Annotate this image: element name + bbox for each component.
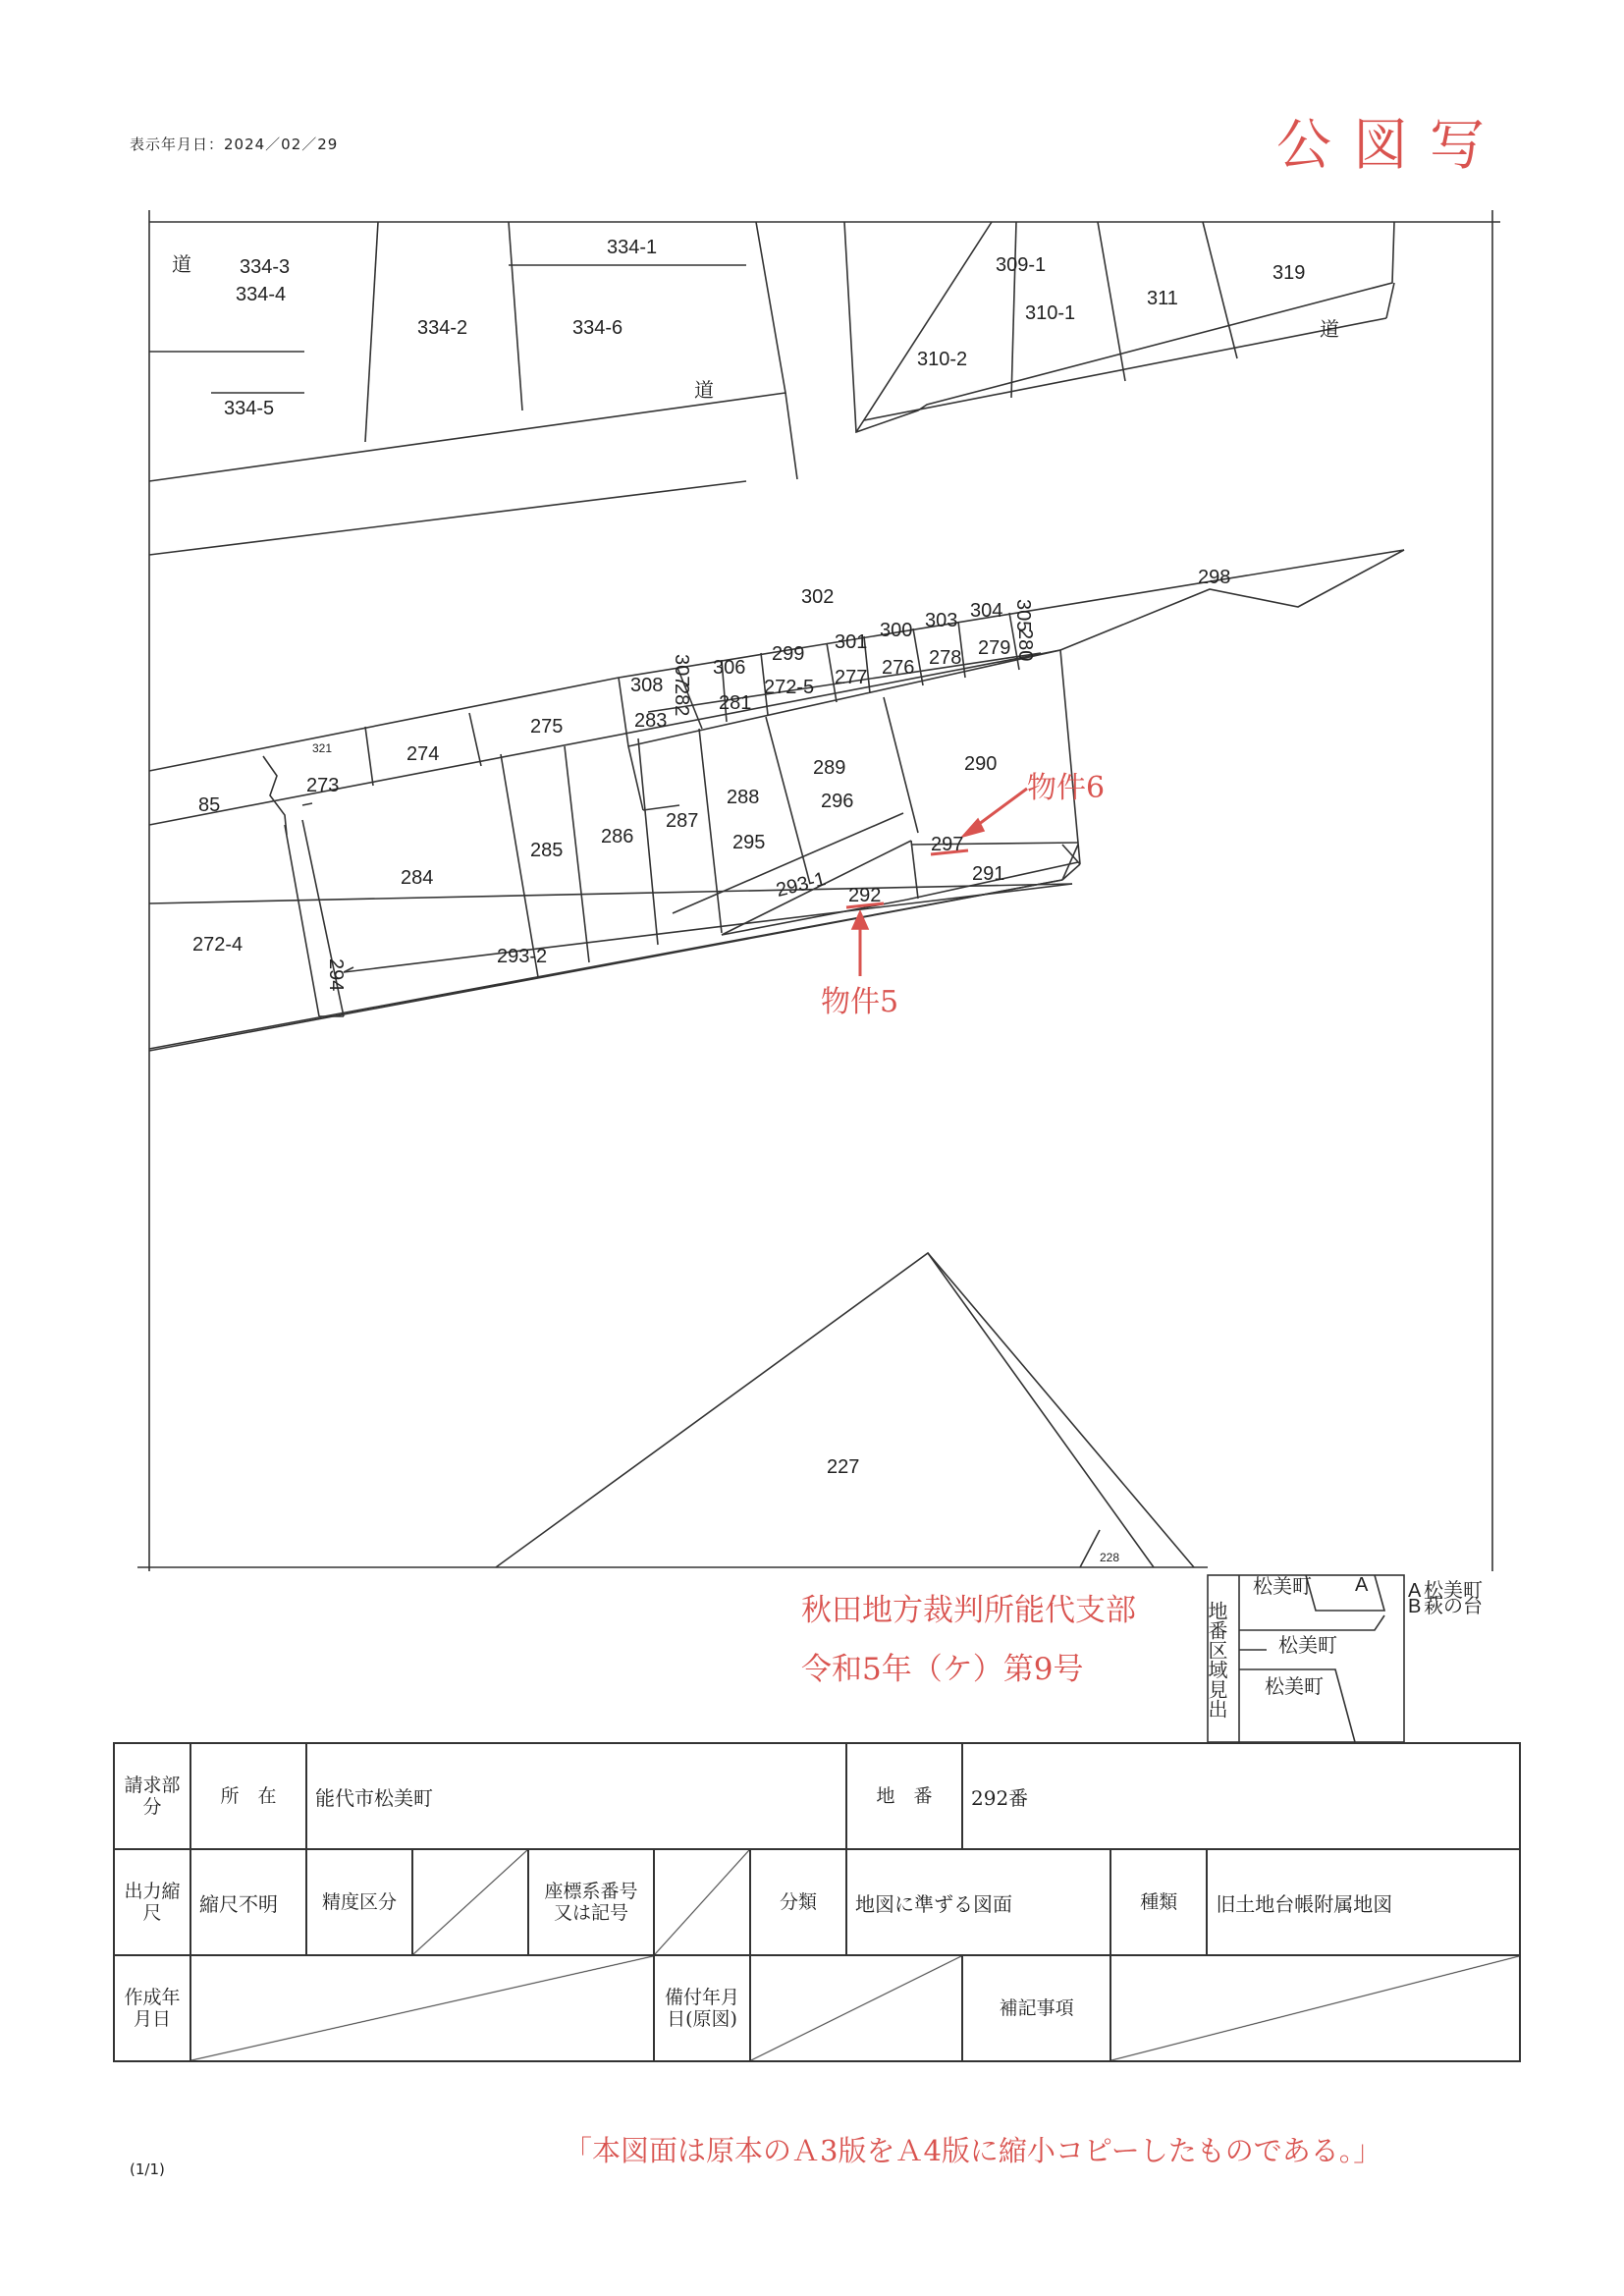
index-legend-letter-b: B (1408, 1596, 1422, 1617)
coord-value (654, 1849, 750, 1955)
parcel-291: 291 (972, 863, 1005, 885)
info-table (113, 1742, 1521, 2062)
road-label-2: 道 (694, 380, 714, 402)
parcel-285: 285 (530, 840, 564, 861)
lot-value: 292番 (962, 1743, 1520, 1849)
footer-note: 「本図面は原本のＡ3版をＡ4版に縮小コピーしたものである。」 (564, 2134, 1382, 2167)
scale-value: 縮尺不明 (190, 1849, 306, 1955)
parcel-302: 302 (801, 586, 835, 608)
court-line1: 秋田地方裁判所能代支部 (801, 1593, 1136, 1628)
parcel-334-3: 334-3 (240, 256, 291, 278)
parcel-288: 288 (727, 787, 760, 808)
parcel-273: 273 (306, 775, 340, 796)
prepared-label: 備付年月日(原図) (654, 1955, 750, 2061)
class-value: 地図に準ずる図面 (846, 1849, 1110, 1955)
parcel-286: 286 (601, 826, 634, 847)
parcel-272-4: 272-4 (192, 934, 244, 956)
parcel-299: 299 (772, 643, 805, 665)
parcel-334-1: 334-1 (607, 237, 658, 258)
index-legend-b: 萩の台 (1424, 1596, 1483, 1617)
parcel-308: 308 (630, 675, 664, 696)
parcel-293-2: 293-2 (497, 946, 548, 967)
parcel-275: 275 (530, 716, 564, 738)
parcel-310-2: 310-2 (917, 349, 968, 370)
parcel-279: 279 (978, 637, 1011, 659)
parcel-292: 292 (848, 885, 882, 906)
created-value (190, 1955, 654, 2061)
parcel-274: 274 (406, 743, 440, 765)
parcel-284: 284 (401, 867, 434, 889)
index-legend-letter-a: A (1408, 1580, 1422, 1602)
index-matsumi-c: 松美町 (1265, 1676, 1324, 1698)
prepared-value (750, 1955, 962, 2061)
index-matsumi-b: 松美町 (1278, 1635, 1337, 1657)
parcel-305: 305 (1012, 599, 1034, 632)
index-letter-a: A (1355, 1574, 1369, 1596)
parcel-334-6: 334-6 (572, 317, 623, 339)
location-label: 所 在 (190, 1743, 306, 1849)
parcel-306: 306 (713, 657, 746, 679)
parcel-301: 301 (835, 631, 868, 653)
parcel-293-1: 293-1 (774, 868, 829, 902)
kind-label: 種類 (1110, 1849, 1207, 1955)
parcel-304: 304 (970, 600, 1003, 622)
parcel-276: 276 (882, 657, 915, 679)
accuracy-label: 精度区分 (306, 1849, 412, 1955)
parcel-334-5: 334-5 (224, 398, 275, 419)
parcel-289: 289 (813, 757, 846, 779)
parcel-311: 311 (1147, 288, 1178, 309)
index-heading: 地番区域見出 (1205, 1601, 1226, 1719)
property6-label: 物件6 (1027, 771, 1106, 805)
parcel-228: 228 (1100, 1551, 1120, 1564)
created-label: 作成年月日 (114, 1955, 190, 2061)
parcel-300: 300 (880, 620, 913, 641)
road-label-3: 道 (1320, 319, 1339, 341)
parcel-290: 290 (964, 753, 998, 775)
location-value: 能代市松美町 (306, 1743, 846, 1849)
request-label: 請求部分 (114, 1743, 190, 1849)
parcel-319: 319 (1272, 262, 1306, 284)
parcel-287: 287 (666, 810, 699, 832)
parcel-307: 307 (671, 654, 692, 687)
parcel-310-1: 310-1 (1025, 302, 1076, 324)
parcel-294: 294 (325, 958, 347, 992)
coord-label: 座標系番号又は記号 (528, 1849, 654, 1955)
parcel-278: 278 (929, 647, 962, 669)
parcel-85: 85 (198, 794, 221, 816)
court-line2: 令和5年（ケ）第9号 (801, 1652, 1084, 1687)
parcel-309-1: 309-1 (996, 254, 1047, 276)
parcel-334-4: 334-4 (236, 284, 287, 305)
parcel-277: 277 (835, 667, 868, 688)
parcel-303: 303 (925, 610, 958, 631)
parcel-297: 297 (931, 834, 964, 855)
parcel-296: 296 (821, 791, 854, 812)
kind-value: 旧土地台帳附属地図 (1207, 1849, 1520, 1955)
parcel-321: 321 (312, 741, 333, 755)
lot-label: 地 番 (846, 1743, 962, 1849)
supplement-label: 補記事項 (962, 1955, 1110, 2061)
road-label-1: 道 (172, 254, 191, 276)
parcel-272-5: 272-5 (764, 677, 815, 698)
parcel-334-2: 334-2 (417, 317, 468, 339)
parcel-227: 227 (827, 1456, 860, 1478)
property5-label: 物件5 (821, 985, 899, 1019)
parcel-280: 280 (1014, 629, 1036, 662)
index-matsumi-a: 松美町 (1253, 1576, 1312, 1598)
document-title: 公図写 (1276, 114, 1506, 178)
scale-label: 出力縮尺 (114, 1849, 190, 1955)
accuracy-value (412, 1849, 528, 1955)
parcel-283: 283 (634, 710, 668, 732)
page-count: (1/1) (130, 2160, 165, 2178)
supplement-value (1110, 1955, 1520, 2061)
index-legend-a: 松美町 (1424, 1580, 1483, 1602)
class-label: 分類 (750, 1849, 846, 1955)
display-date: 表示年月日：2024／02／29 (130, 136, 339, 153)
parcel-281: 281 (719, 692, 752, 714)
parcel-295: 295 (732, 832, 766, 853)
parcel-298: 298 (1198, 567, 1231, 588)
parcel-282: 282 (671, 683, 692, 717)
